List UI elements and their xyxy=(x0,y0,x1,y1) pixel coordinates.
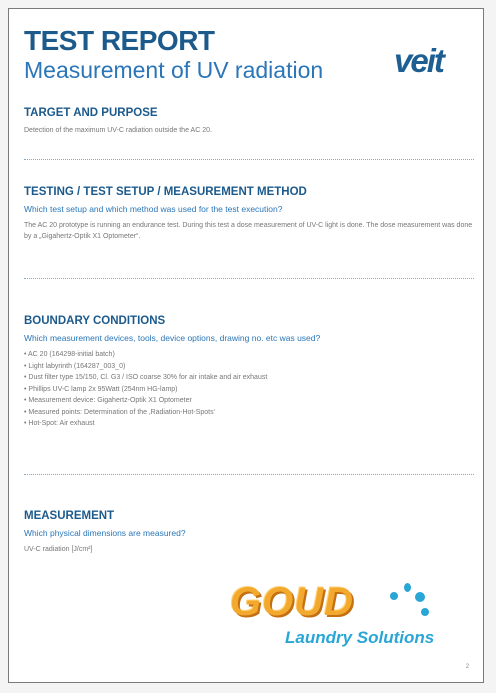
watermark-brand: GOUD xyxy=(230,580,354,624)
page-number: 2 xyxy=(465,664,469,670)
section-question: Which test setup and which method was used for the test execution? xyxy=(24,204,283,214)
section-test-setup xyxy=(24,186,474,242)
section-divider xyxy=(24,474,474,475)
list-item: • Dust filter type 15/150, Cl. G3 / ISO coarse 30% for air intake and air exhaust xyxy=(24,374,268,381)
water-drop-icon xyxy=(421,608,429,616)
section-question: Which measurement devices, tools, device options, drawing no. etc was used? xyxy=(24,333,321,343)
section-body: The AC 20 prototype is running an endurance test. During this test a dose measurement of UV-C light is done. The dose measurement was done by a „Gigahertz-Optik X1 Optometer“. xyxy=(24,222,473,240)
section-body: UV-C radiation [J/cm²] xyxy=(24,546,93,553)
list-item: • Light labyrinth (164287_003_0) xyxy=(24,362,126,370)
section-body: Detection of the maximum UV-C radiation outside the AC 20. xyxy=(24,127,212,134)
section-measurement xyxy=(24,510,474,555)
water-drop-icon xyxy=(415,592,425,602)
report-subtitle: Measurement of UV radiation xyxy=(24,57,324,83)
section-boundary-conditions xyxy=(24,315,474,430)
list-item: • Hot-Spot: Air exhaust xyxy=(24,420,95,427)
water-drop-icon xyxy=(390,592,398,600)
report-title: TEST REPORT xyxy=(24,25,215,56)
section-divider xyxy=(24,278,474,279)
veit-logo: veit xyxy=(394,42,443,79)
section-question: Which physical dimensions are measured? xyxy=(24,528,186,538)
watermark-tagline: Laundry Solutions xyxy=(285,628,435,647)
section-title: BOUNDARY CONDITIONS xyxy=(24,315,166,327)
section-title: TESTING / TEST SETUP / MEASUREMENT METHOD xyxy=(24,186,307,198)
list-item: • AC 20 (164298-initial batch) xyxy=(24,351,115,358)
water-drop-icon xyxy=(404,583,411,592)
list-item: • Measured points: Determination of the ‚Radiation-Hot-Spots‘ xyxy=(24,408,216,416)
section-title: MEASUREMENT xyxy=(24,510,115,522)
section-divider xyxy=(24,159,474,160)
section-target-purpose xyxy=(24,107,474,136)
conditions-list xyxy=(24,349,474,430)
section-title: TARGET AND PURPOSE xyxy=(24,107,158,119)
list-item: • Phillips UV-C lamp 2x 95Watt (254nm HG-lamp) xyxy=(24,385,178,393)
list-item: • Measurement device: Gigahertz-Optik X1 Optometer xyxy=(24,397,192,404)
goud-watermark-logo xyxy=(230,580,450,660)
